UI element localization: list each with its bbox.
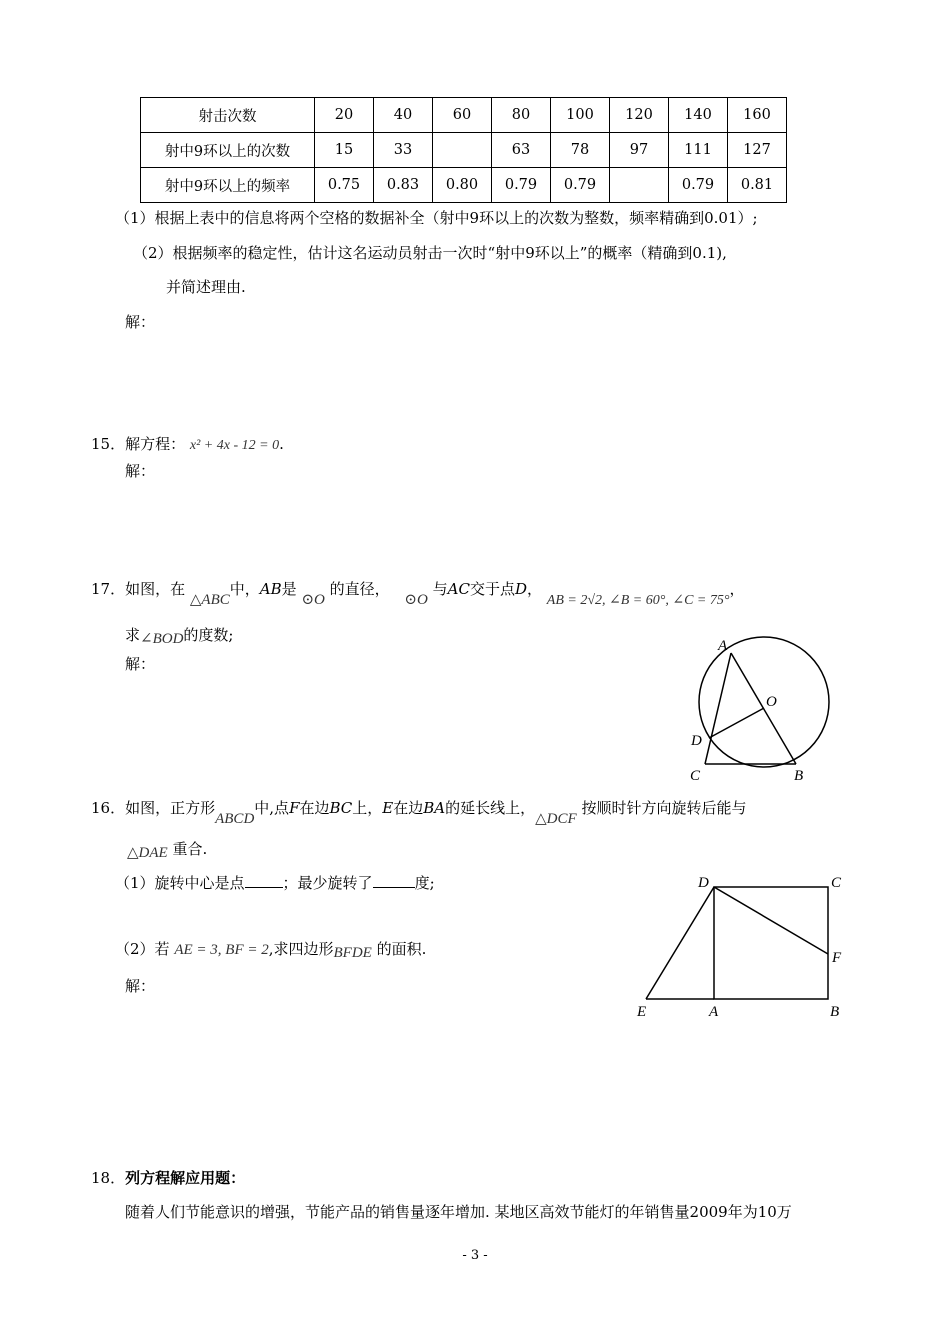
label-a: A [709,1004,719,1020]
table-cell: 127 [728,133,787,168]
q16-quadrilateral: BFDE [333,945,372,961]
table-cell: 0.75 [315,168,374,203]
table-cell: 97 [610,133,669,168]
q16-line2 [127,838,207,859]
q17-ab: AB [259,580,282,598]
q16-text: 在边 [393,799,424,817]
q16-text: 如图，正方形 [125,799,216,817]
q17-line2 [125,624,233,645]
q17-text: 中， [229,580,260,598]
question-number: 16． [91,799,126,817]
q15-equation: x² + 4x - 12 = 0 [189,438,280,453]
q17-text: 交于点 [469,580,515,598]
q16-triangle-dcf: △DCF [535,811,577,827]
q16-text: 重合. [172,840,208,858]
table-cell: 0.79 [669,168,728,203]
segment-ed [646,887,714,999]
q14-part1: （1）根据上表中的信息将两个空格的数据补全（射中9环以上的次数为整数，频率精确到0.01）; [115,209,758,227]
q16-bc: BC [329,799,353,817]
label-a: A [718,638,728,654]
q16-figure [625,868,855,1028]
q17-d: D [514,580,527,598]
question-number: 17． [91,580,126,598]
q16-e: E [382,799,394,817]
q17-text: 如图，在 [125,580,186,598]
q16-conditions: AE = 3, BF = 2 [174,942,269,958]
table-cell: 78 [551,133,610,168]
table-cell: 0.81 [728,168,787,203]
table-row-label: 射中9环以上的频率 [141,168,315,203]
segment-df [714,887,828,954]
q17-figure [680,630,840,790]
table-cell: 33 [374,133,433,168]
q17-triangle: △ABC [189,592,230,608]
q16-f: F [289,799,300,817]
q15-line [91,433,284,454]
label-b: B [794,768,804,784]
q14-part2: （2）根据频率的稳定性，估计这名运动员射击一次时“射中9环以上”的概率（精确到0.1), [133,244,727,262]
q17-angle: ∠BOD [140,631,184,647]
q16-text: ；最少旋转了 [282,874,373,892]
square-abcd [714,887,828,999]
table-cell: 0.79 [492,168,551,203]
circle-o [699,637,829,767]
label-o: O [766,694,777,710]
q17-text: ， [729,580,745,598]
table-cell: 0.79 [551,168,610,203]
label-d: D [698,875,709,891]
question-number: 18． [91,1169,126,1187]
label-c: C [831,875,842,891]
table-cell: 0.80 [433,168,492,203]
q14-answer-label: 解： [125,313,156,331]
q18-title: 列方程解应用题： [125,1169,246,1187]
q16-ba: BA [423,799,446,817]
q16-text: ,求四边形 [268,940,334,958]
q16-text: 在边 [299,799,330,817]
table-cell: 60 [433,98,492,133]
q15-answer-label: 解： [125,462,156,480]
q17-text: 的度数; [183,626,234,644]
q14-part2-cont: 并简述理由. [166,278,246,296]
table-row [141,168,787,203]
table-row [141,133,787,168]
q17-text: 求 [125,626,141,644]
q17-text: ， [526,580,542,598]
q17-conditions: AB = 2√2, ∠B = 60°, ∠C = 75° [546,593,730,608]
q16-text: 按顺时针方向旋转后能与 [581,799,747,817]
table-row-label: 射击次数 [141,98,315,133]
q17-circle2: ⊙O [404,592,428,608]
q18-heading [91,1167,245,1188]
answer-blank[interactable] [245,874,283,888]
answer-blank[interactable] [373,874,415,888]
q16-text: 的面积. [376,940,427,958]
table-cell-blank [610,168,669,203]
table-cell-blank [433,133,492,168]
q15-text: 解方程： [125,435,186,453]
q17-text: 是 [281,580,297,598]
q16-text: 的延长线上， [445,799,536,817]
q17-circle: ⊙O [301,592,325,608]
q16-text: （1）旋转中心是点 [115,874,245,892]
q16-answer-label: 解： [125,977,156,995]
q16-part1 [115,872,435,893]
q16-text: （2）若 [115,940,170,958]
table-cell: 15 [315,133,374,168]
table-cell: 160 [728,98,787,133]
table-cell: 111 [669,133,728,168]
table-cell: 20 [315,98,374,133]
q16-triangle-dae: △DAE [127,845,168,861]
q16-text: 度; [414,874,435,892]
q17-text: 的直径， [329,580,390,598]
label-e: E [637,1004,647,1020]
q16-line1 [91,797,747,827]
table-cell: 120 [610,98,669,133]
question-number: 15． [91,435,126,453]
q15-end: . [279,435,284,453]
page-number: - 3 - [462,1248,488,1263]
label-b: B [830,1004,840,1020]
table-cell: 0.83 [374,168,433,203]
table-row-label: 射中9环以上的次数 [141,133,315,168]
table-cell: 100 [551,98,610,133]
table-row [141,98,787,133]
q16-square: ABCD [215,811,255,827]
frequency-table [140,97,787,203]
q16-part2 [115,938,426,959]
q17-line1 [91,578,745,608]
q16-text: 中,点 [254,799,290,817]
table-cell: 140 [669,98,728,133]
q16-text: 上， [352,799,383,817]
q17-answer-label: 解： [125,655,156,673]
table-cell: 63 [492,133,551,168]
q18-text: 随着人们节能意识的增强，节能产品的销售量逐年增加. 某地区高效节能灯的年销售量2009年为10万 [125,1203,792,1221]
label-d: D [691,733,702,749]
q17-ac: AC [447,580,470,598]
q17-text: 与 [432,580,448,598]
label-c: C [690,768,701,784]
table-cell: 40 [374,98,433,133]
table-cell: 80 [492,98,551,133]
label-f: F [832,950,842,966]
